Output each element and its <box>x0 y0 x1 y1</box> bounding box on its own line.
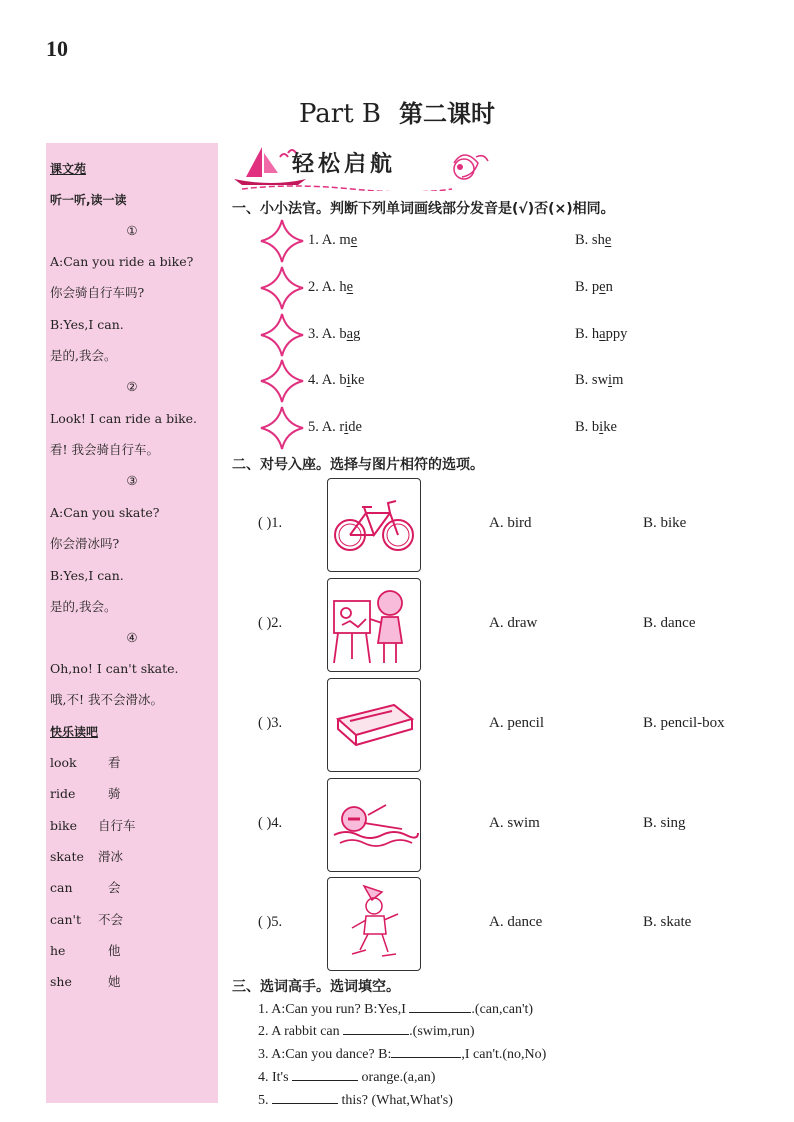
dialog-number: ④ <box>126 630 138 645</box>
diamond-star-icon <box>259 405 305 451</box>
vocab-cn: 他 <box>108 943 121 958</box>
bicycle-icon <box>328 479 420 571</box>
s2-option-a: A. pencil <box>489 715 544 731</box>
vocab-row <box>50 755 121 771</box>
boy-skating-picture <box>327 877 421 971</box>
page-number: 10 <box>46 36 68 61</box>
s2-option-b: B. dance <box>643 615 696 631</box>
vocab-cn: 不会 <box>98 912 124 927</box>
girl-drawing-picture <box>327 578 421 672</box>
s1-option-a: 2. A. he <box>308 279 354 295</box>
vocab-en: ride <box>50 786 76 801</box>
dialog-line: Look! I can ride a bike. <box>50 411 198 426</box>
sidebar-listen-read: 听一听,读一读 <box>50 193 127 207</box>
vocab-row <box>50 974 121 990</box>
dialog-line: 是的,我会。 <box>50 599 117 614</box>
vocab-en: skate <box>50 849 84 864</box>
diamond-star-icon <box>259 312 305 358</box>
answer-blank[interactable]: ( )1. <box>258 515 283 531</box>
page-title <box>0 94 794 129</box>
dialog-line: B:Yes,I can. <box>50 317 124 332</box>
dialog-line: 你会滑冰吗? <box>50 536 120 551</box>
s1-option-b: B. she <box>575 232 612 248</box>
s2-option-a: A. bird <box>489 515 532 531</box>
s2-option-b: B. sing <box>643 815 686 831</box>
answer-blank[interactable]: ( )4. <box>258 815 283 831</box>
s2-option-b: B. pencil-box <box>643 715 725 731</box>
answer-blank[interactable]: ( )2. <box>258 615 283 631</box>
section-banner <box>232 143 512 191</box>
fill-blank[interactable] <box>343 1022 409 1035</box>
vocab-row <box>50 849 124 865</box>
answer-blank[interactable]: ( )3. <box>258 715 283 731</box>
s1-option-b: B. pen <box>575 279 613 295</box>
sidebar-kewenyuan: 课文苑 <box>50 162 87 176</box>
fill-question: 2. A rabbit can .(swim,run) <box>258 1024 475 1039</box>
dialog-line: 哦,不! 我不会滑冰。 <box>50 692 163 707</box>
answer-blank[interactable]: ( )5. <box>258 914 283 930</box>
s1-option-b: B. swim <box>575 372 624 388</box>
pencil-box-picture <box>327 678 421 772</box>
skater-icon <box>328 878 420 970</box>
vocab-en: look <box>50 755 77 770</box>
fill-question: 5. this? (What,What's) <box>258 1093 453 1108</box>
vocab-en: she <box>50 974 72 989</box>
fill-blank[interactable] <box>292 1068 358 1081</box>
pencil-box-icon <box>328 679 420 771</box>
vocab-en: he <box>50 943 66 958</box>
title-part: Part B <box>298 99 382 129</box>
dialog-number: ③ <box>126 473 138 488</box>
banner-title: 轻松启航 <box>292 152 397 177</box>
swimmer-icon <box>328 779 420 871</box>
vocab-en: bike <box>50 818 77 833</box>
title-lesson: 第二课时 <box>399 100 496 128</box>
s1-option-a: 5. A. ride <box>308 419 362 435</box>
vocab-row <box>50 786 121 802</box>
s1-option-b: B. happy <box>575 326 628 342</box>
vocab-en: can <box>50 880 73 895</box>
dialog-number: ② <box>126 379 138 394</box>
fill-blank[interactable] <box>391 1045 461 1058</box>
fill-question: 3. A:Can you dance? B: ,I can't.(no,No) <box>258 1047 547 1062</box>
s2-option-a: A. draw <box>489 615 538 631</box>
s2-option-a: A. dance <box>489 914 543 930</box>
dialog-line: Oh,no! I can't skate. <box>50 661 179 676</box>
vocab-cn: 自行车 <box>98 818 136 833</box>
bicycle-picture <box>327 478 421 572</box>
dialog-line: 是的,我会。 <box>50 348 117 363</box>
section1-heading: 一、小小法官。判断下列单词画线部分发音是(√)否(×)相同。 <box>232 201 615 217</box>
fill-question: 4. It's orange.(a,an) <box>258 1070 436 1085</box>
vocab-en: can't <box>50 912 81 927</box>
girl-swimming-picture <box>327 778 421 872</box>
fill-blank[interactable] <box>409 1000 471 1013</box>
s2-option-a: A. swim <box>489 815 540 831</box>
s1-option-a: 1. A. me <box>308 232 358 248</box>
diamond-star-icon <box>259 218 305 264</box>
dialog-line: 看! 我会骑自行车。 <box>50 442 159 457</box>
s2-option-b: B. skate <box>643 914 692 930</box>
girl-drawing-icon <box>328 579 420 671</box>
sidebar-happy-read: 快乐读吧 <box>50 725 99 739</box>
vocab-cn: 骑 <box>108 786 121 801</box>
s1-option-a: 3. A. bag <box>308 326 361 342</box>
vocab-row <box>50 943 121 959</box>
diamond-star-icon <box>259 358 305 404</box>
s2-option-b: B. bike <box>643 515 687 531</box>
vocab-cn: 看 <box>108 755 121 770</box>
s1-option-b: B. bike <box>575 419 617 435</box>
s1-option-a: 4. A. bike <box>308 372 365 388</box>
diamond-star-icon <box>259 265 305 311</box>
fill-blank[interactable] <box>272 1091 338 1104</box>
dialog-line: 你会骑自行车吗? <box>50 285 145 300</box>
vocab-cn: 会 <box>108 880 121 895</box>
dialog-line: A:Can you ride a bike? <box>50 254 194 269</box>
vocab-row <box>50 818 136 834</box>
vocab-row <box>50 912 124 928</box>
dialog-line: A:Can you skate? <box>50 505 160 520</box>
fill-question: 1. A:Can you run? B:Yes,I .(can,can't) <box>258 1002 534 1017</box>
section3-heading: 三、选词高手。选词填空。 <box>232 979 400 995</box>
vocab-row <box>50 880 121 896</box>
sidebar <box>46 143 218 1103</box>
vocab-cn: 滑冰 <box>98 849 124 864</box>
vocab-cn: 她 <box>108 974 121 989</box>
section2-heading: 二、对号入座。选择与图片相符的选项。 <box>232 457 484 473</box>
dialog-line: B:Yes,I can. <box>50 568 124 583</box>
dialog-number: ① <box>126 223 138 238</box>
